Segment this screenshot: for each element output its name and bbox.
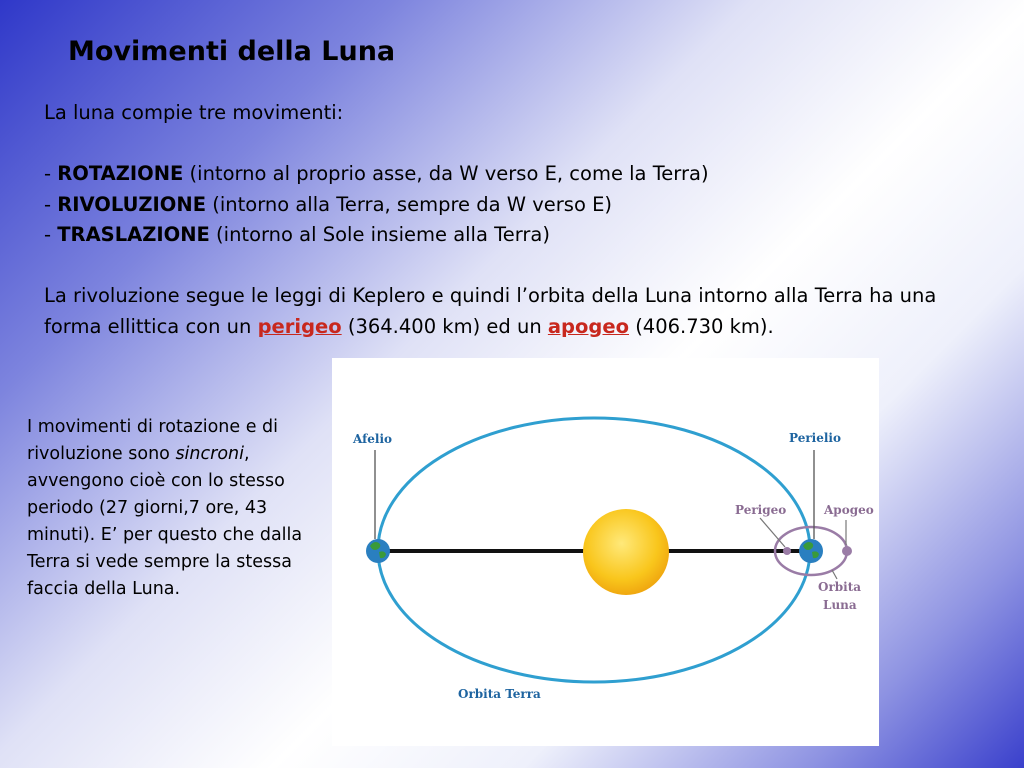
label-afelio: Afelio	[353, 432, 393, 446]
perigeo-pointer	[760, 518, 785, 547]
label-orbita-luna-1: Orbita	[818, 580, 862, 594]
label-apogeo: Apogeo	[824, 503, 874, 517]
intro-line: La luna compie tre movimenti:	[44, 101, 344, 124]
moon-perigeo	[783, 547, 791, 555]
sun	[583, 509, 669, 595]
label-orbita-luna-2: Luna	[823, 598, 857, 612]
movement-rivoluzione: - RIVOLUZIONE (intorno alla Terra, sempre da W verso E)	[44, 192, 613, 216]
orbit-diagram-svg	[332, 358, 879, 746]
earth-afelio	[366, 539, 390, 563]
movement-name: RIVOLUZIONE	[57, 192, 207, 216]
perigeo-term: perigeo	[257, 314, 342, 338]
orbit-diagram	[332, 358, 879, 746]
sync-paragraph: I movimenti di rotazione e di rivoluzione sono sincroni, avvengono cioè con lo stesso periodo (27 giorni,7 ore, 43 minuti). E’ per questo che dalla Terra si vede sempre la stessa faccia della Luna.	[27, 417, 303, 599]
label-orbita-terra: Orbita Terra	[458, 687, 541, 701]
main-text	[44, 98, 944, 342]
sincroni-term: sincroni	[175, 444, 244, 464]
slide-title: Movimenti della Luna	[68, 36, 396, 67]
movement-name: TRASLAZIONE	[57, 223, 210, 246]
earth-perielio	[799, 539, 823, 563]
label-perigeo: Perigeo	[735, 503, 787, 517]
moon-apogeo	[842, 546, 852, 556]
movement-name: ROTAZIONE	[57, 162, 184, 185]
kepler-paragraph: La rivoluzione segue le leggi di Keplero e quindi l’orbita della Luna intorno alla Terra ha una forma ellittica con un perigeo (364.400 km) ed un apogeo (406.730 km).	[44, 284, 937, 338]
movement-traslazione: - TRASLAZIONE (intorno al Sole insieme alla Terra)	[44, 223, 550, 246]
label-perielio: Perielio	[789, 431, 841, 445]
apogeo-term: apogeo	[547, 314, 629, 338]
orbita-luna-pointer	[832, 570, 837, 579]
movement-rotazione: - ROTAZIONE (intorno al proprio asse, da W verso E, come la Terra)	[44, 162, 709, 185]
